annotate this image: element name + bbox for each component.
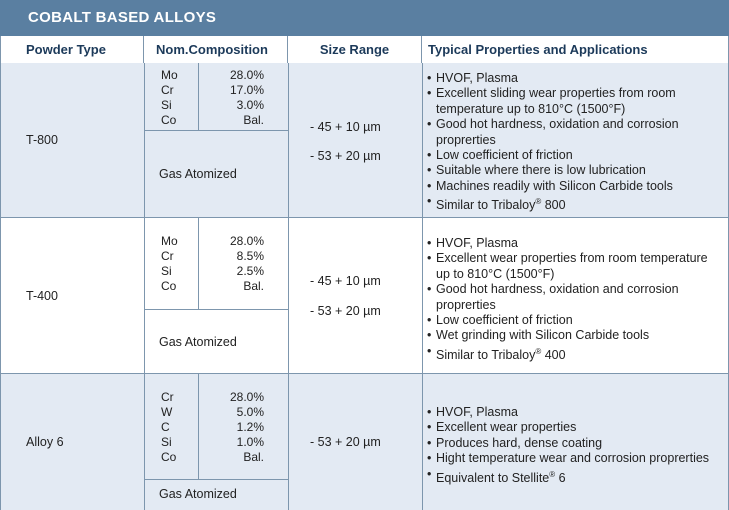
header-size-range: Size Range <box>288 36 422 63</box>
table-title: COBALT BASED ALLOYS <box>28 9 217 26</box>
row-t-800 <box>0 63 729 218</box>
property-item: • Low coefficient of friction <box>427 313 723 328</box>
property-item <box>427 344 723 364</box>
composition-element: Co <box>161 113 177 127</box>
row-alloy-6 <box>0 374 729 510</box>
registered-mark: ® <box>549 469 556 479</box>
composition-value: 1.2% <box>236 420 264 434</box>
title-bar <box>0 0 729 37</box>
header-row <box>0 36 729 64</box>
property-item: • Hight temperature wear and corrosion proprerties <box>427 451 723 466</box>
composition-value: 8.5% <box>236 249 264 263</box>
size-range: - 53 + 20 µm <box>310 149 381 163</box>
powder-type: Alloy 6 <box>26 435 64 449</box>
size-range: - 53 + 20 µm <box>310 435 381 449</box>
properties-list <box>427 405 723 486</box>
property-item: • Wet grinding with Silicon Carbide tools <box>427 328 723 343</box>
property-suffix: 6 <box>555 470 566 485</box>
composition-value: 28.0% <box>229 68 264 82</box>
property-item: • HVOF, Plasma <box>427 71 723 86</box>
header-composition: Nom.Composition <box>144 36 288 63</box>
composition-element: Si <box>161 435 172 449</box>
property-item: • Low coefficient of friction <box>427 148 723 163</box>
composition-value: Bal. <box>243 450 264 464</box>
property-item: • Excellent wear properties from room temperature up to 810°C (1500°F) <box>427 251 723 282</box>
composition-value: 17.0% <box>229 83 264 97</box>
size-range: - 53 + 20 µm <box>310 304 381 318</box>
composition-value: 28.0% <box>229 234 264 248</box>
size-range: - 45 + 10 µm <box>310 120 381 134</box>
composition-element: Si <box>161 264 172 278</box>
properties-list <box>427 71 723 214</box>
property-item: • HVOF, Plasma <box>427 405 723 420</box>
registered-mark: ® <box>535 197 542 207</box>
property-text: Equivalent to Stellite <box>436 470 550 485</box>
property-item: • Excellent sliding wear properties from room temperature up to 810°C (1500°F) <box>427 86 723 117</box>
property-text: Similar to Tribaloy <box>436 198 536 213</box>
property-item: • HVOF, Plasma <box>427 236 723 251</box>
composition-element: C <box>161 420 170 434</box>
properties-list <box>427 236 723 363</box>
composition-value: 5.0% <box>236 405 264 419</box>
powder-type: T-400 <box>26 289 58 303</box>
property-item: • Excellent wear properties <box>427 420 723 435</box>
composition-value: 28.0% <box>229 390 264 404</box>
composition-element: Cr <box>161 83 174 97</box>
property-item: • Good hot hardness, oxidation and corrosion proprerties <box>427 117 723 148</box>
powder-type: T-800 <box>26 133 58 147</box>
composition-value: Bal. <box>243 279 264 293</box>
composition-value: 2.5% <box>236 264 264 278</box>
composition-value: 3.0% <box>236 98 264 112</box>
property-suffix: 800 <box>541 198 566 213</box>
header-properties: Typical Properties and Applications <box>428 42 648 57</box>
property-item: • Suitable where there is low lubrication <box>427 163 723 178</box>
composition-element: Cr <box>161 390 174 404</box>
composition-element: Mo <box>161 68 178 82</box>
atomization-method: Gas Atomized <box>159 335 237 349</box>
atomization-method: Gas Atomized <box>159 167 237 181</box>
composition-value: Bal. <box>243 113 264 127</box>
composition-element: Co <box>161 279 177 293</box>
row-t-400 <box>0 218 729 374</box>
composition-element: W <box>161 405 173 419</box>
size-range: - 45 + 10 µm <box>310 274 381 288</box>
property-item: • Machines readily with Silicon Carbide tools <box>427 179 723 194</box>
property-suffix: 400 <box>541 348 566 362</box>
property-text: Similar to Tribaloy <box>436 348 536 362</box>
composition-element: Mo <box>161 234 178 248</box>
composition-value: 1.0% <box>236 435 264 449</box>
property-item <box>427 467 723 487</box>
composition-element: Co <box>161 450 177 464</box>
header-powder-type: Powder Type <box>0 36 144 63</box>
registered-mark: ® <box>535 346 542 356</box>
property-item: • Good hot hardness, oxidation and corrosion proprerties <box>427 282 723 313</box>
composition-element: Si <box>161 98 172 112</box>
property-item <box>427 194 723 214</box>
atomization-method: Gas Atomized <box>159 487 237 501</box>
composition-element: Cr <box>161 249 174 263</box>
property-item: • Produces hard, dense coating <box>427 436 723 451</box>
